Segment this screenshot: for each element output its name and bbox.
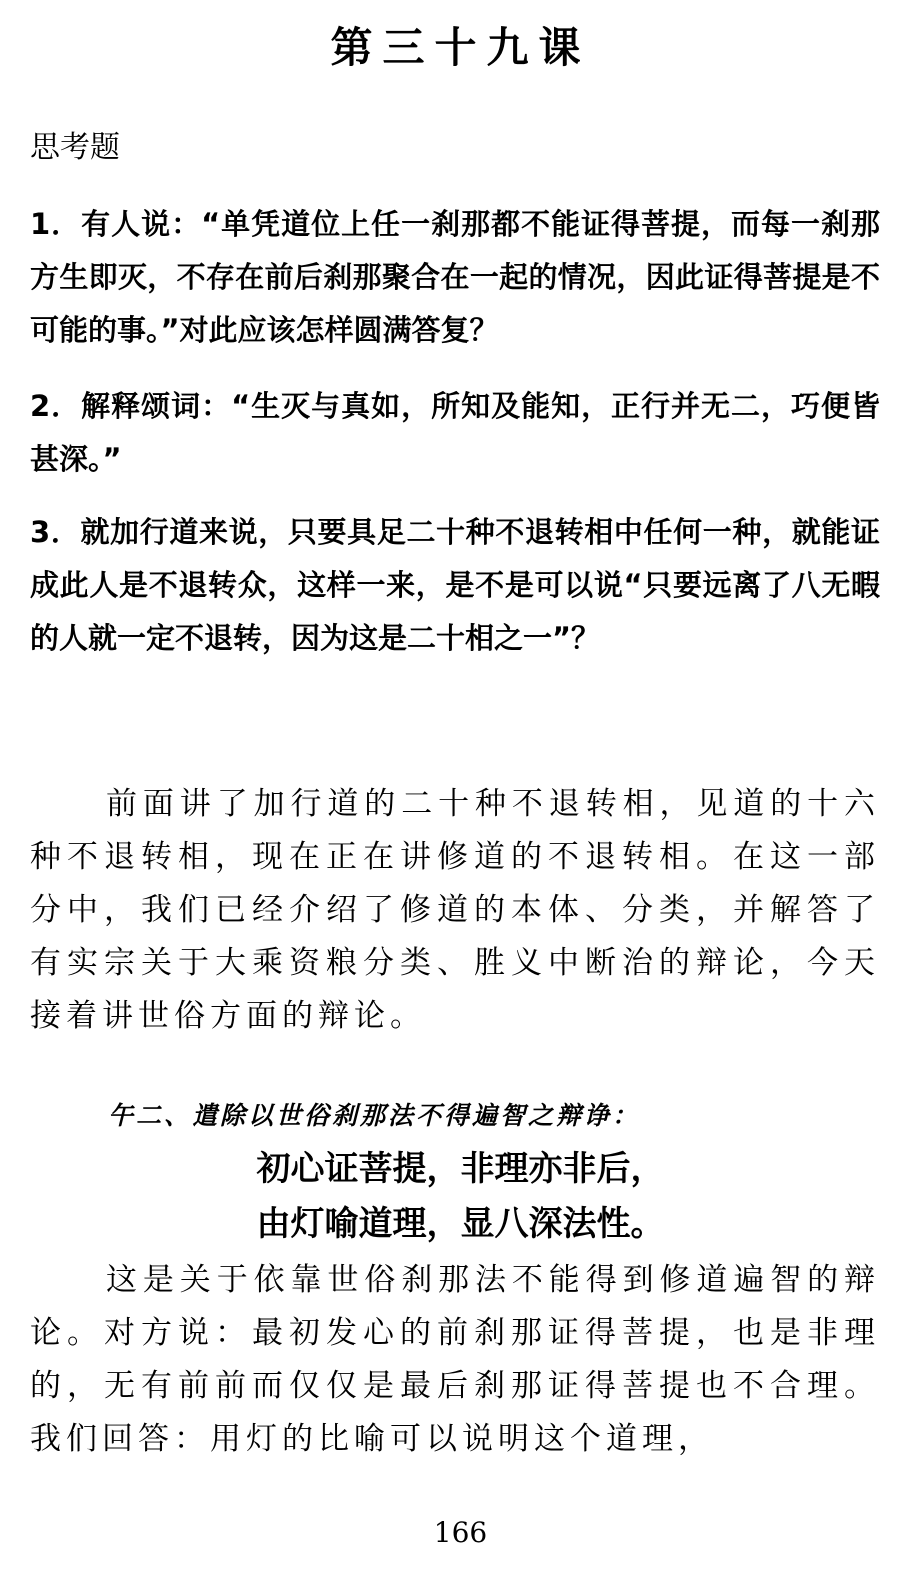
intro-paragraph: 前面讲了加行道的二十种不退转相，见道的十六种不退转相，现在正在讲修道的不退转相。在这一部分中，我们已经介绍了修道的本体、分类，并解答了有实宗关于大乘资粮分类、胜义中断治的辩论，今天接着讲世俗方面的辩论。 xyxy=(30,786,880,1034)
section-heading: 午二、遣除以世俗刹那法不得遍智之辩诤： xyxy=(108,1101,641,1130)
verse-line-2: 由灯喻道理，显八深法性。 xyxy=(256,1204,665,1244)
question-2: 2．解释颂词：“生灭与真如，所知及能知，正行并无二，巧便皆甚深。” xyxy=(30,389,880,476)
commentary-paragraph: 这是关于依靠世俗刹那法不能得到修道遍智的辩论。对方说：最初发心的前刹那证得菩提，也是非理的，无有前前而仅仅是最后刹那证得菩提也不合理。我们回答：用灯的比喻可以说明这个道理， xyxy=(30,1262,880,1457)
section-label-questions: 思考题 xyxy=(30,130,120,165)
page-number: 166 xyxy=(433,1516,488,1549)
question-1: 1．有人说：“单凭道位上任一刹那都不能证得菩提，而每一刹那方生即灭，不存在前后刹那聚合在一起的情况，因此证得菩提是不可能的事。”对此应该怎样圆满答复？ xyxy=(30,207,880,347)
question-3: 3．就加行道来说，只要具足二十种不退转相中任何一种，就能证成此人是不退转众，这样一来，是不是可以说“只要远离了八无暇的人就一定不退转，因为这是二十相之一”？ xyxy=(30,515,880,655)
lesson-title: 第三十九课 xyxy=(330,23,591,72)
verse-line-1: 初心证菩提，非理亦非后， xyxy=(256,1149,665,1189)
